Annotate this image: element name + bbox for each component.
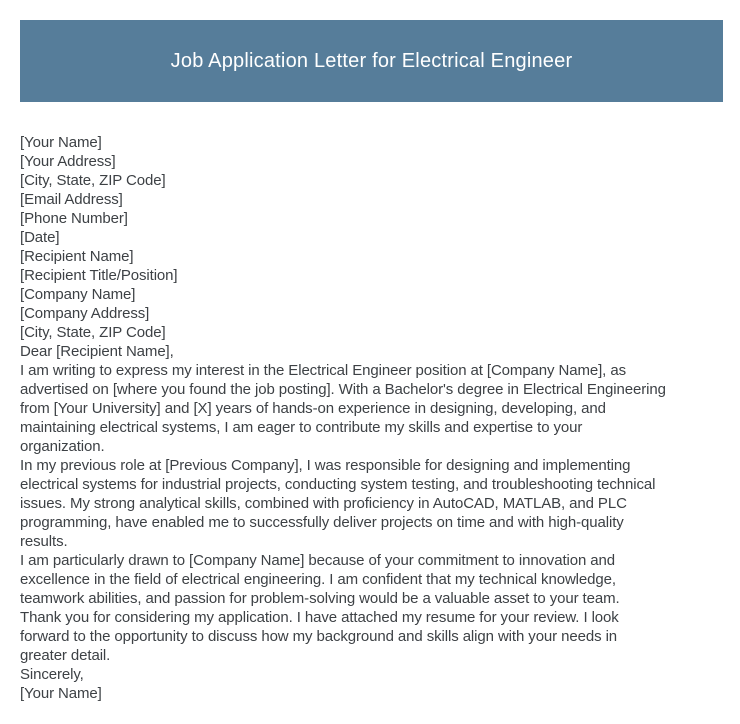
letter-line: I am particularly drawn to [Company Name] because of your commitment to innovation and [20,552,616,569]
letter-line: [Company Name] [20,286,136,303]
letter-line: from [Your University] and [X] years of hands-on experience in designing, developing, and [20,400,606,417]
letter-line: maintaining electrical systems, I am eager to contribute my skills and expertise to your [20,419,583,436]
letter-line: Thank you for considering my application. I have attached my resume for your review. I look [20,609,619,626]
letter-line: [Date] [20,229,60,246]
letter-salutation: Dear [Recipient Name], [20,343,174,360]
letter-body [20,133,732,703]
letter-line: [Your Address] [20,153,116,170]
letter-line: organization. [20,438,105,455]
letter-line: forward to the opportunity to discuss how my background and skills align with your needs in [20,628,618,645]
letter-line: [Recipient Name] [20,248,134,265]
letter-signature: [Your Name] [20,685,102,702]
letter-line: In my previous role at [Previous Company], I was responsible for designing and implementing [20,457,631,474]
letter-line: advertised on [where you found the job posting]. With a Bachelor's degree in Electrical Engineering [20,381,666,398]
letter-line: [Company Address] [20,305,150,322]
letter-line: greater detail. [20,647,111,664]
letter-line: [Phone Number] [20,210,128,227]
letter-line: [City, State, ZIP Code] [20,172,166,189]
letter-line: [City, State, ZIP Code] [20,324,166,341]
letter-line: issues. My strong analytical skills, combined with proficiency in AutoCAD, MATLAB, and PLC [20,495,627,512]
letter-closing: Sincerely, [20,666,84,683]
letter-line: [Your Name] [20,134,102,151]
letter-line: programming, have enabled me to successfully deliver projects on time and with high-quality [20,514,624,531]
page-title: Job Application Letter for Electrical Engineer [170,49,573,72]
letter-line: electrical systems for industrial projects, conducting system testing, and troubleshooting technical [20,476,656,493]
letter-line: [Email Address] [20,191,123,208]
letter-line: results. [20,533,68,550]
letter-line: excellence in the field of electrical engineering. I am confident that my technical knowledge, [20,571,616,588]
letter-line: [Recipient Title/Position] [20,267,178,284]
letter-line: I am writing to express my interest in the Electrical Engineer position at [Company Name], as [20,362,626,379]
letter-line: teamwork abilities, and passion for problem-solving would be a valuable asset to your team. [20,590,620,607]
page-header-banner [20,20,723,102]
